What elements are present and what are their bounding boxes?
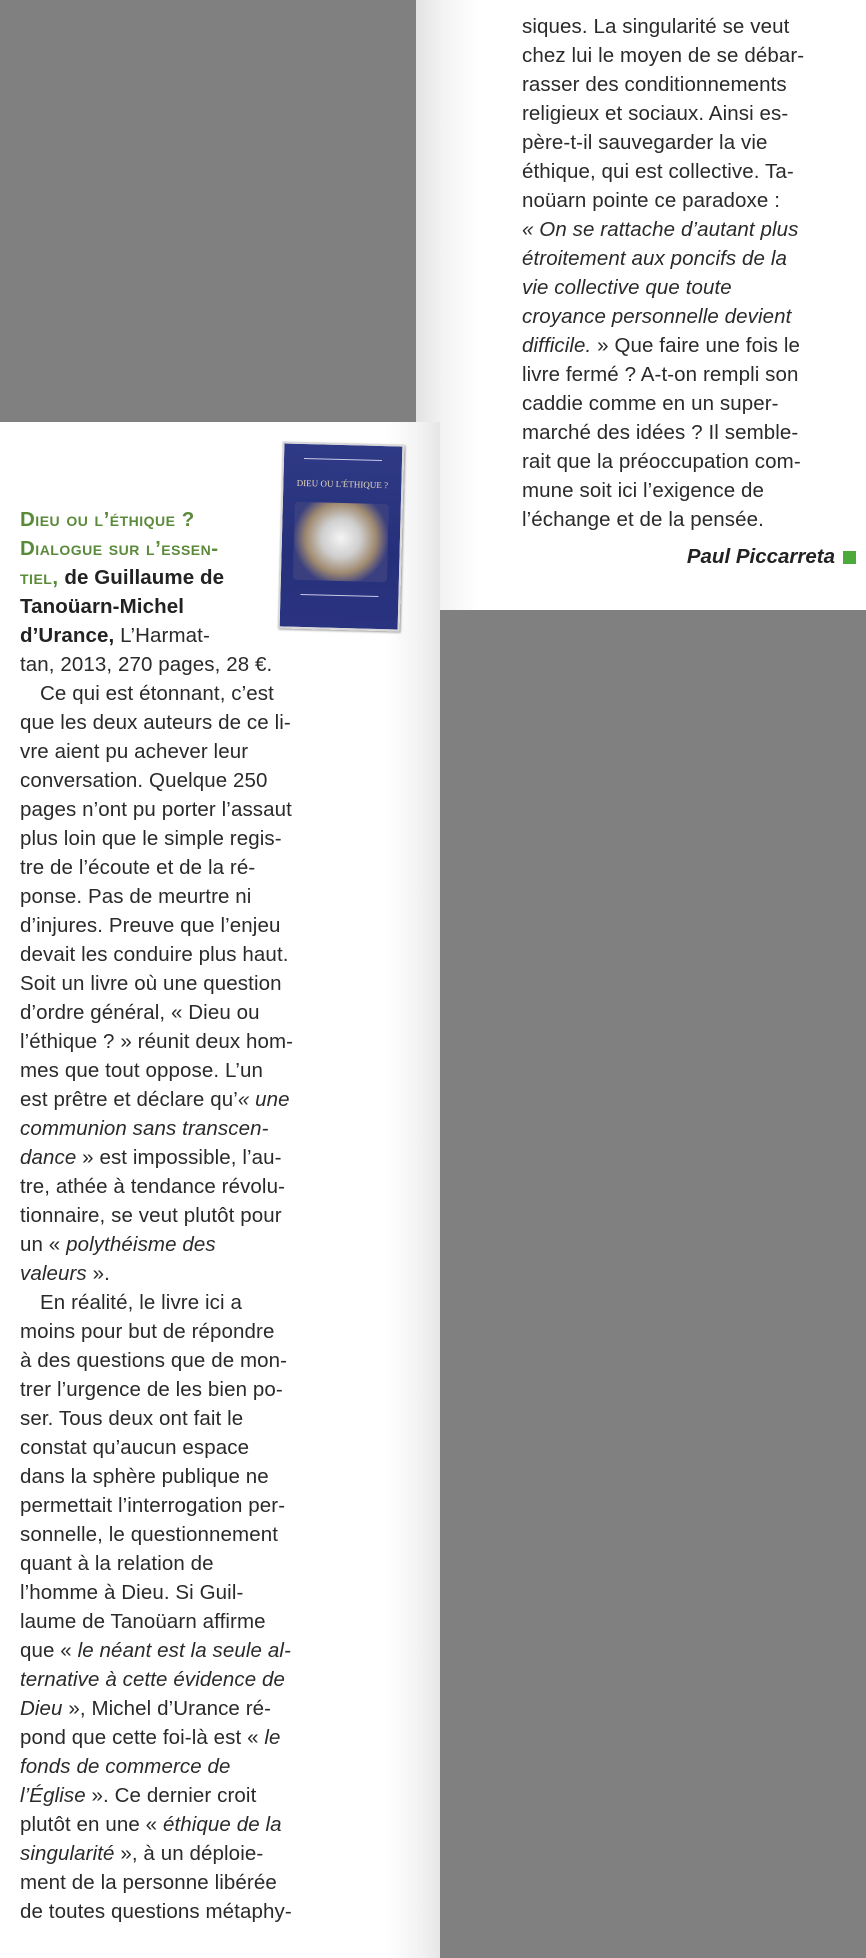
book-authors: de Guillaume de [58,566,225,589]
quotation: l’Église [20,1784,86,1807]
quotation: polythéisme des [66,1233,216,1256]
quotation: le néant est la seule al- [77,1639,291,1662]
paragraph-line: mes que tout oppose. L’un [20,1059,263,1082]
review-paragraph-2 [20,1288,338,1926]
cover-title: DIEU OU L'ÉTHIQUE ? [296,477,389,491]
paragraph-text: », Michel d’Urance ré- [62,1697,272,1720]
quotation: difficile. [522,334,592,357]
paragraph-line: que les deux auteurs de ce li- [20,711,291,734]
paragraph-line: permettait l’interrogation per- [20,1494,286,1517]
paragraph-line: En réalité, le livre ici a [40,1291,242,1314]
quotation: dance [20,1146,77,1169]
quotation: « une [237,1088,290,1111]
quotation: fonds de commerce de [20,1755,231,1778]
paragraph-text: est prêtre et déclare qu’ [20,1088,238,1111]
author-signature: Paul Piccarreta [686,545,835,568]
paragraph-text: ». Ce dernier croit [85,1784,257,1807]
paragraph-line: chez lui le moyen de se débar- [522,44,805,67]
review-right-column [522,12,857,534]
paragraph-line: tionnaire, se veut plutôt pour [20,1204,282,1227]
paragraph-text: ». [86,1262,110,1285]
paragraph-line: père-t-il sauvegarder la vie [522,131,768,154]
quotation: Dieu [20,1697,63,1720]
quotation: singularité [20,1842,115,1865]
paragraph-line: à des questions que de mon- [20,1349,288,1372]
quotation: communion sans transcen- [20,1117,269,1140]
paragraph-line: quant à la relation de [20,1552,214,1575]
paragraph-line: ponse. Pas de meurtre ni [20,885,252,908]
quotation: le [264,1726,281,1749]
book-title-line: Dieu ou l’éthique ? [20,508,195,531]
quotation: valeurs [20,1262,87,1285]
paragraph-text: » Que faire une fois le [591,334,801,357]
paragraph-line: l’homme à Dieu. Si Guil- [20,1581,244,1604]
book-title-line: Dialogue sur l’essen- [20,537,219,560]
paragraph-line: caddie comme en un super- [522,392,779,415]
paragraph-text: », à un déploie- [114,1842,264,1865]
review-paragraph-1 [20,679,338,1288]
paragraph-text: plutôt en une « [20,1813,163,1836]
quotation: vie collective que toute [522,276,732,299]
paragraph-line: noüarn pointe ce paradoxe : [522,189,780,212]
paragraph-line: l’échange et de la pensée. [522,508,764,531]
paragraph-line: conversation. Quelque 250 [20,769,268,792]
paragraph-line: l’éthique ? » réunit deux hom- [20,1030,294,1053]
book-title-line: tiel, [20,566,59,589]
book-publication-details: tan, 2013, 270 pages, 28 €. [20,653,273,676]
paragraph-line: trer l’urgence de les bien po- [20,1378,283,1401]
paragraph-line: constat qu’aucun espace [20,1436,250,1459]
paragraph-line: siques. La singularité se veut [522,15,790,38]
paragraph-line: dans la sphère publique ne [20,1465,269,1488]
paragraph-line: de toutes questions métaphy- [20,1900,292,1923]
blank-region-bottom-right [448,610,866,1958]
review-left-column [20,505,338,1926]
paragraph-line: moins pour but de répondre [20,1320,275,1343]
paragraph-line: rait que la préoccupation com- [522,450,801,473]
book-authors: d’Urance, [20,624,115,647]
paragraph-line: Ce qui est étonnant, c’est [40,682,274,705]
paragraph-line: laume de Tanoüarn affirme [20,1610,266,1633]
paragraph-text: pond que cette foi-là est « [20,1726,265,1749]
paragraph-line: ment de la personne libérée [20,1871,277,1894]
paragraph-line: religieux et sociaux. Ainsi es- [522,102,789,125]
cover-rule [304,458,382,461]
paragraph-line: rasser des conditionnements [522,73,787,96]
paragraph-text: que « [20,1639,78,1662]
paragraph-line: plus loin que le simple regis- [20,827,282,850]
quotation: ternative à cette évidence de [20,1668,286,1691]
quotation: croyance personnelle devient [522,305,792,328]
book-authors: Tanoüarn-Michel [20,595,184,618]
review-signature [600,542,856,571]
paragraph-line: mune soit ici l’exigence de [522,479,764,502]
paragraph-line: marché des idées ? Il semble- [522,421,799,444]
paragraph-line: d’ordre général, « Dieu ou [20,1001,260,1024]
paragraph-line: tre de l’écoute et de la ré- [20,856,256,879]
end-of-article-mark-icon [843,551,856,564]
book-publisher: L’Harmat- [114,624,210,647]
paragraph-line: sonnelle, le questionnement [20,1523,278,1546]
quotation: étroitement aux poncifs de la [522,247,787,270]
quotation: « On se rattache d’autant plus [522,218,799,241]
paragraph-line: éthique, qui est collective. Ta- [522,160,794,183]
paragraph-line: vre aient pu achever leur [20,740,249,763]
paragraph-line: Soit un livre où une question [20,972,282,995]
paragraph-line: ser. Tous deux ont fait le [20,1407,244,1430]
paragraph-line: devait les conduire plus haut. [20,943,289,966]
paragraph-text: » est impossible, l’au- [76,1146,282,1169]
blank-region-top-left [0,0,360,422]
paragraph-line: tre, athée à tendance révolu- [20,1175,286,1198]
paragraph-line: d’injures. Preuve que l’enjeu [20,914,281,937]
paragraph-line: pages n’ont pu porter l’assaut [20,798,292,821]
quotation: éthique de la [162,1813,282,1836]
paragraph-text: un « [20,1233,67,1256]
paragraph-line: livre fermé ? A-t-on rempli son [522,363,799,386]
